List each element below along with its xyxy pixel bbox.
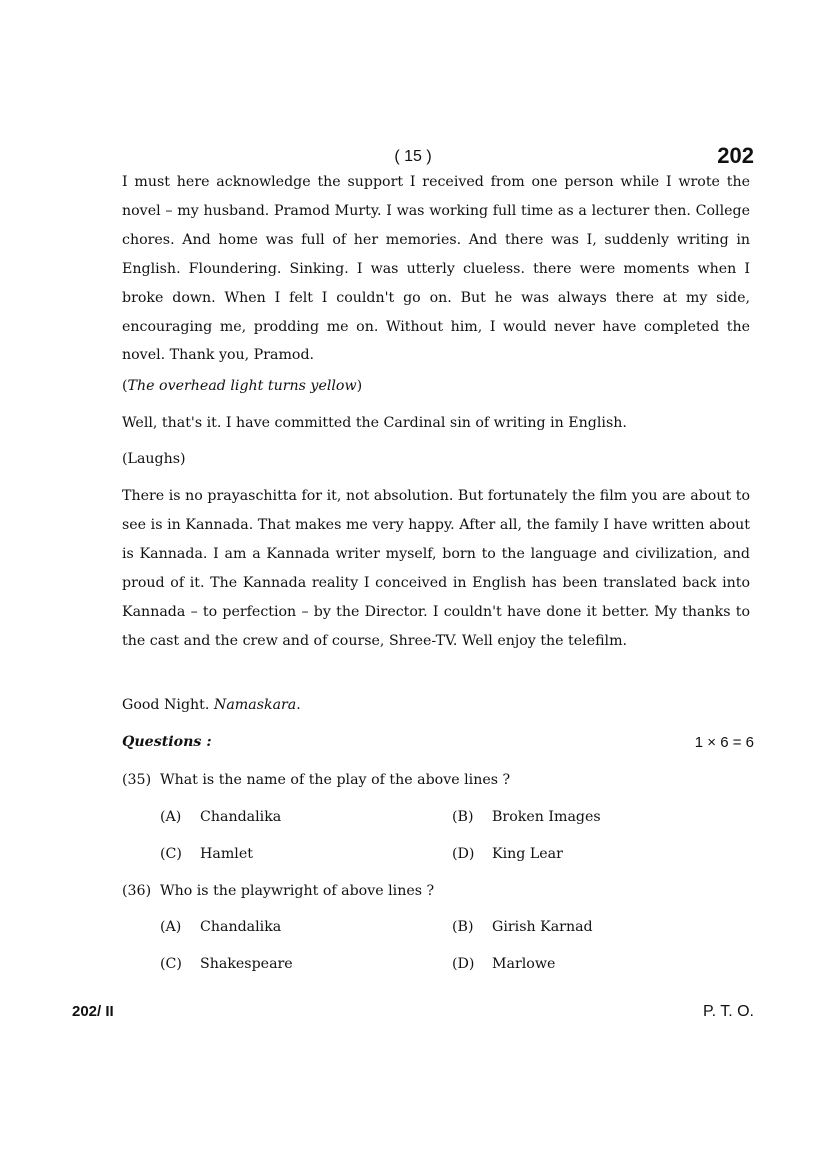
option-35-b: [452, 809, 601, 825]
question-number: (35): [122, 772, 152, 788]
option-text: Chandalika: [200, 809, 282, 825]
stage-direction-text: The overhead light turns yellow: [127, 378, 357, 394]
footer-pto: P. T. O.: [703, 1003, 754, 1020]
stage-direction: [122, 378, 362, 394]
period: .: [296, 697, 301, 713]
option-letter: (D): [452, 846, 475, 862]
option-36-a: [160, 919, 281, 935]
option-letter: (A): [160, 919, 182, 935]
question-35: [122, 772, 510, 788]
marks-scheme: 1 × 6 = 6: [694, 734, 754, 751]
option-text: Girish Karnad: [492, 919, 593, 935]
question-text: What is the name of the play of the above lines ?: [160, 772, 511, 788]
question-number: (36): [122, 883, 152, 899]
option-35-a: [160, 809, 281, 825]
option-36-d: [452, 956, 555, 972]
option-letter: (D): [452, 956, 475, 972]
stage-open-paren: (: [122, 378, 128, 394]
option-text: Chandalika: [200, 919, 282, 935]
option-text: Marlowe: [492, 956, 556, 972]
option-36-b: [452, 919, 593, 935]
namaskara-text: Namaskara: [213, 697, 297, 713]
questions-heading: Questions :: [122, 734, 212, 750]
option-36-c: [160, 956, 293, 972]
option-text: King Lear: [492, 846, 563, 862]
question-36: [122, 883, 434, 899]
laughs-direction: (Laughs): [122, 451, 186, 467]
goodnight-line: [122, 697, 301, 713]
option-text: Hamlet: [200, 846, 253, 862]
option-35-c: [160, 846, 253, 862]
option-letter: (A): [160, 809, 182, 825]
option-letter: (B): [452, 809, 474, 825]
option-text: Broken Images: [492, 809, 601, 825]
paper-code: 202: [717, 143, 754, 168]
passage-line-2: Well, that's it. I have committed the Cardinal sin of writing in English.: [122, 415, 627, 431]
option-letter: (C): [160, 956, 182, 972]
question-text: Who is the playwright of above lines ?: [160, 883, 435, 899]
option-35-d: [452, 846, 563, 862]
option-letter: (B): [452, 919, 474, 935]
footer-paper-code: 202/ II: [72, 1003, 114, 1020]
passage-paragraph-3: There is no prayaschitta for it, not absolution. But fortunately the film you are about to see is in Kannada. That makes me very happy. After all, the family I have written about is Kannada. I am a Kannada writer myself, born to the language and civilization, and proud of it. The Kannada reality I conceived in English has been translated back into Kannada – to perfection – by the Director. I couldn't have done it better. My thanks to the cast and the crew and of course, Shree-TV. Well enjoy the telefilm.: [122, 488, 750, 649]
stage-close-paren: ): [356, 378, 363, 394]
page-number: ( 15 ): [394, 148, 432, 165]
goodnight-text: Good Night.: [122, 697, 214, 713]
option-text: Shakespeare: [200, 956, 293, 972]
option-letter: (C): [160, 846, 182, 862]
passage-paragraph-1: I must here acknowledge the support I received from one person while I wrote the novel – my husband. Pramod Murty. I was working full time as a lecturer then. College chores. And home was full of her memories. And there was I, suddenly writing in English. Floundering. Sinking. I was utterly clueless. there were moments when I broke down. When I felt I couldn't go on. But he was always there at my side, encouraging me, prodding me on. Without him, I would never have completed the novel. Thank you, Pramod.: [122, 174, 750, 364]
